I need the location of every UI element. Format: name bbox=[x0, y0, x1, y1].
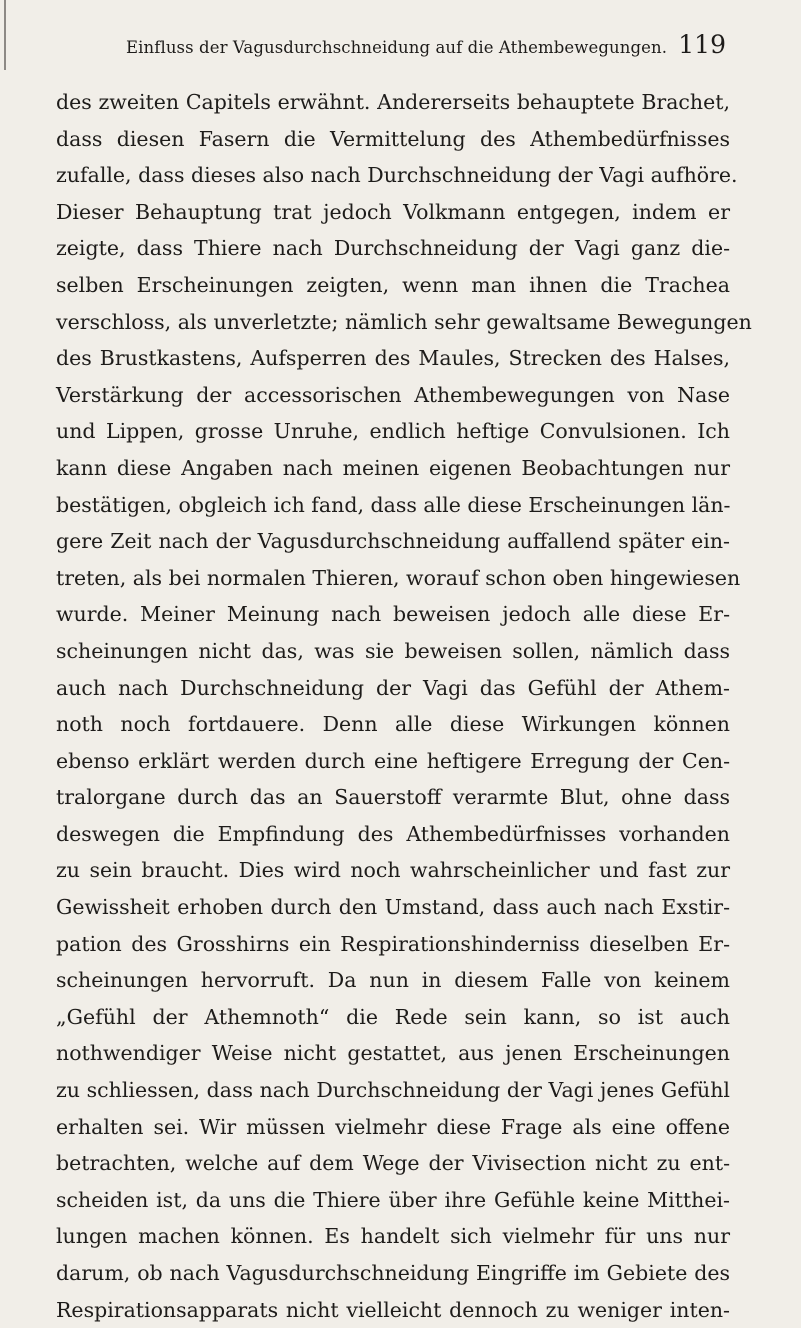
text-line: treten, als bei normalen Thieren, worauf schon oben hingewiesen bbox=[56, 565, 741, 590]
text-line: zu schliessen, dass nach Durchschneidung der Vagi jenes Gefühl bbox=[56, 1078, 730, 1103]
text-line: deswegen die Empfindung des Athembedürfnisses vorhanden bbox=[56, 821, 730, 846]
text-line: pation des Grosshirns ein Respirationshinderniss dieselben Er- bbox=[56, 931, 730, 956]
page-number: 119 bbox=[678, 30, 726, 59]
text-line: scheinungen nicht das, was sie beweisen sollen, nämlich dass bbox=[56, 638, 730, 663]
text-line: wurde. Meiner Meinung nach beweisen jedoch alle diese Er- bbox=[56, 602, 730, 627]
text-line: „Gefühl der Athemnoth“ die Rede sein kann, so ist auch bbox=[56, 1004, 730, 1029]
text-line: dass diesen Fasern die Vermittelung des Athembedürfnisses bbox=[56, 126, 730, 151]
scan-edge-mark bbox=[4, 0, 6, 70]
text-line: verschloss, als unverletzte; nämlich sehr gewaltsame Bewegungen bbox=[56, 309, 752, 334]
text-line: darum, ob nach Vagusdurchschneidung Eingriffe im Gebiete des bbox=[56, 1261, 730, 1285]
text-line: auch nach Durchschneidung der Vagi das Gefühl der Athem- bbox=[56, 675, 730, 700]
text-line: tralorgane durch das an Sauerstoff verarmte Blut, ohne dass bbox=[56, 785, 730, 810]
text-line: scheiden ist, da uns die Thiere über ihre Gefühle keine Mitthei- bbox=[56, 1187, 730, 1212]
text-line: zu sein braucht. Dies wird noch wahrscheinlicher und fast zur bbox=[56, 858, 730, 883]
text-line: bestätigen, obgleich ich fand, dass alle diese Erscheinungen län- bbox=[56, 492, 731, 517]
text-line: kann diese Angaben nach meinen eigenen Beobachtungen nur bbox=[56, 455, 730, 480]
text-line: zeigte, dass Thiere nach Durchschneidung der Vagi ganz die- bbox=[56, 236, 730, 261]
text-line: und Lippen, grosse Unruhe, endlich heftige Convulsionen. Ich bbox=[56, 419, 730, 444]
text-line: lungen machen können. Es handelt sich vielmehr für uns nur bbox=[56, 1224, 730, 1249]
text-line: nothwendiger Weise nicht gestattet, aus jenen Erscheinungen bbox=[56, 1041, 730, 1066]
text-line: Gewissheit erhoben durch den Umstand, dass auch nach Exstir- bbox=[56, 895, 730, 920]
text-line: erhalten sei. Wir müssen vielmehr diese Frage als eine offene bbox=[56, 1114, 730, 1139]
running-head bbox=[126, 30, 726, 70]
body-text bbox=[56, 84, 752, 1328]
running-head-title: Einfluss der Vagusdurchschneidung auf die Athembewegungen. bbox=[126, 38, 668, 57]
text-line: betrachten, welche auf dem Wege der Vivisection nicht zu ent- bbox=[56, 1151, 730, 1176]
text-line: selben Erscheinungen zeigten, wenn man ihnen die Trachea bbox=[56, 272, 730, 297]
text-line: Dieser Behauptung trat jedoch Volkmann entgegen, indem er bbox=[56, 199, 730, 224]
text-line: Verstärkung der accessorischen Athembewegungen von Nase bbox=[56, 382, 730, 407]
text-line: Respirationsapparats nicht vielleicht dennoch zu weniger inten- bbox=[56, 1297, 730, 1322]
text-line: ebenso erklärt werden durch eine heftigere Erregung der Cen- bbox=[56, 748, 730, 773]
text-line: scheinungen hervorruft. Da nun in diesem Falle von keinem bbox=[56, 968, 730, 993]
text-line: zufalle, dass dieses also nach Durchschneidung der Vagi aufhöre. bbox=[56, 163, 738, 188]
text-line: des zweiten Capitels erwähnt. Andererseits behauptete Brachet, bbox=[56, 90, 730, 114]
text-line: noth noch fortdauere. Denn alle diese Wirkungen können bbox=[56, 712, 730, 737]
text-line: des Brustkastens, Aufsperren des Maules, Strecken des Halses, bbox=[56, 346, 730, 371]
text-line: gere Zeit nach der Vagusdurchschneidung auffallend später ein- bbox=[56, 529, 730, 554]
